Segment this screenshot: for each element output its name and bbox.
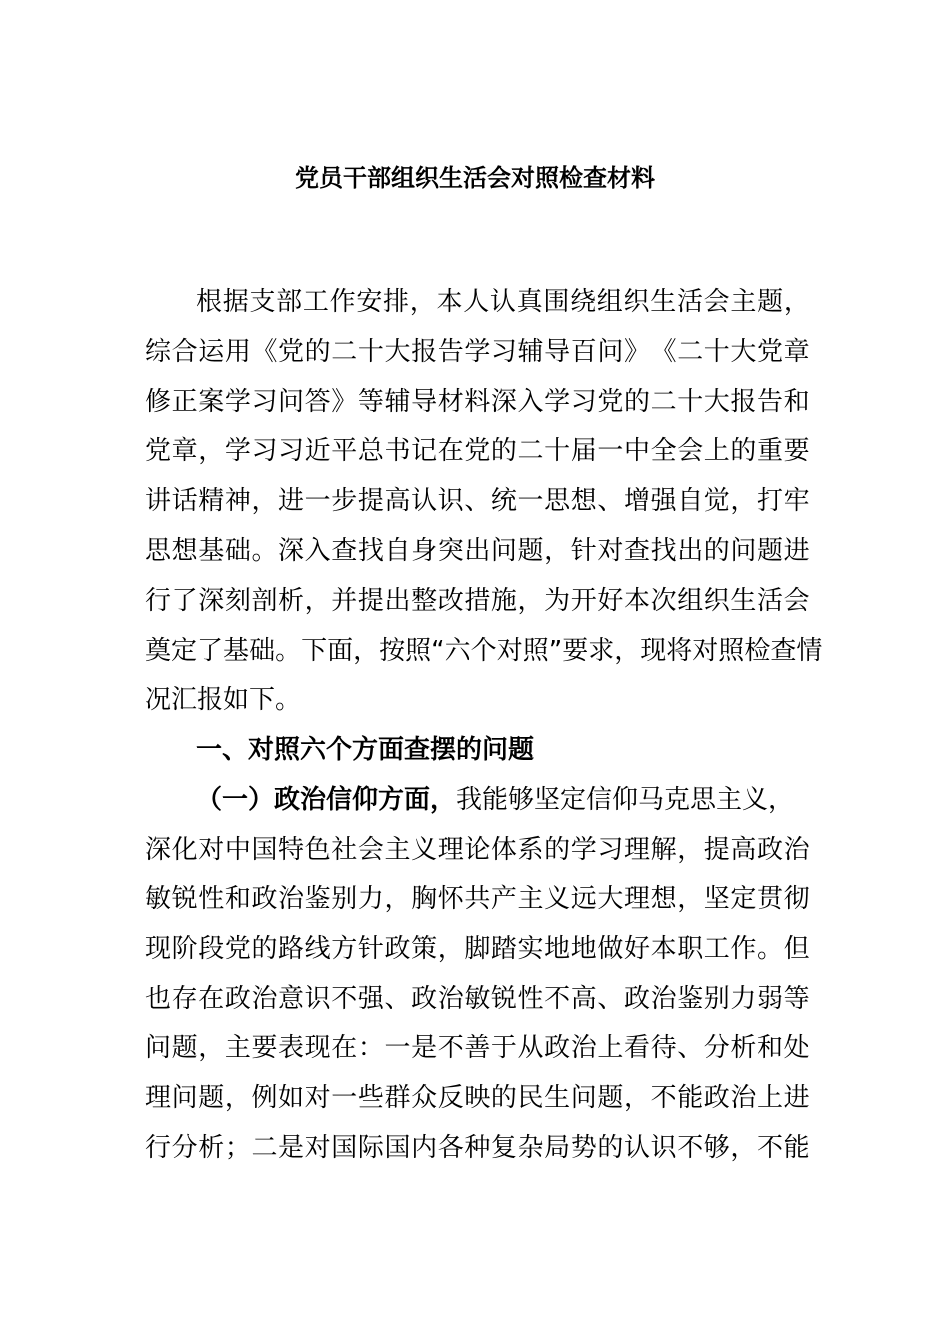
intro-line-1: 根 据 支 部 工 作 安 排 ， 本 人 认 真 围 绕 组 织 生 活 会 主 题 ， <box>196 287 810 317</box>
body-line-1: 深 化 对 中 国 特 色 社 会 主 义 理 论 体 系 的 学 习 理 解 ， 提 高 政 治 <box>145 835 810 865</box>
body-line-5: 问 题 ， 主 要 表 现 在 ： 一 是 不 善 于 从 政 治 上 看 待 、 分 析 和 处 <box>145 1033 810 1063</box>
body-line-2: 敏 锐 性 和 政 治 鉴 别 力 ， 胸 怀 共 产 主 义 远 大 理 想 ， 坚 定 贯 彻 <box>145 884 810 914</box>
subsection-first-line <box>196 780 810 820</box>
intro-line-2: 综 合 运 用 《 党 的 二 十 大 报 告 学 习 辅 导 百 问 》 《 二 十 大 党 章 <box>145 337 810 367</box>
body-line-6: 理 问 题 ， 例 如 对 一 些 群 众 反 映 的 民 生 问 题 ， 不 能 政 治 上 进 <box>145 1083 810 1113</box>
intro-line-6: 思 想 基 础 。 深 入 查 找 自 身 突 出 问 题 ， 针 对 查 找 出 的 问 题 进 <box>145 536 810 566</box>
subsection-first-line-rest: 我能够坚定信仰马克思主义， <box>456 785 795 815</box>
intro-line-4: 党 章 ， 学 习 习 近 平 总 书 记 在 党 的 二 十 届 一 中 全 会 上 的 重 要 <box>145 436 810 466</box>
intro-line-8: 奠 定 了 基 础 。 下 面 ， 按 照 “ 六 个 对 照 ” 要 求 ， 现 将 对 照 检 查 情 <box>145 636 823 666</box>
section-heading: 一、对照六个方面查摆的问题 <box>196 735 535 765</box>
intro-line-3: 修 正 案 学 习 问 答 》 等 辅 导 材 料 深 入 学 习 党 的 二 十 大 报 告 和 <box>145 387 810 417</box>
body-line-7: 行 分 析 ； 二 是 对 国 际 国 内 各 种 复 杂 局 势 的 认 识 不 够 ， 不 能 <box>145 1133 810 1163</box>
body-line-4: 也 存 在 政 治 意 识 不 强 、 政 治 敏 锐 性 不 高 、 政 治 鉴 别 力 弱 等 <box>145 984 810 1014</box>
document-title: 党员干部组织生活会对照检查材料 <box>295 164 655 192</box>
intro-line-5: 讲 话 精 神 ， 进 一 步 提 高 认 识 、 统 一 思 想 、 增 强 自 觉 ， 打 牢 <box>145 486 810 516</box>
subsection-label: （一）政治信仰方面， <box>196 785 457 815</box>
intro-line-7: 行 了 深 刻 剖 析 ， 并 提 出 整 改 措 施 ， 为 开 好 本 次 组 织 生 活 会 <box>145 586 810 616</box>
intro-line-9: 况汇报如下。 <box>145 685 302 715</box>
body-line-3: 现 阶 段 党 的 路 线 方 针 政 策 ， 脚 踏 实 地 地 做 好 本 职 工 作 。 但 <box>145 934 810 964</box>
